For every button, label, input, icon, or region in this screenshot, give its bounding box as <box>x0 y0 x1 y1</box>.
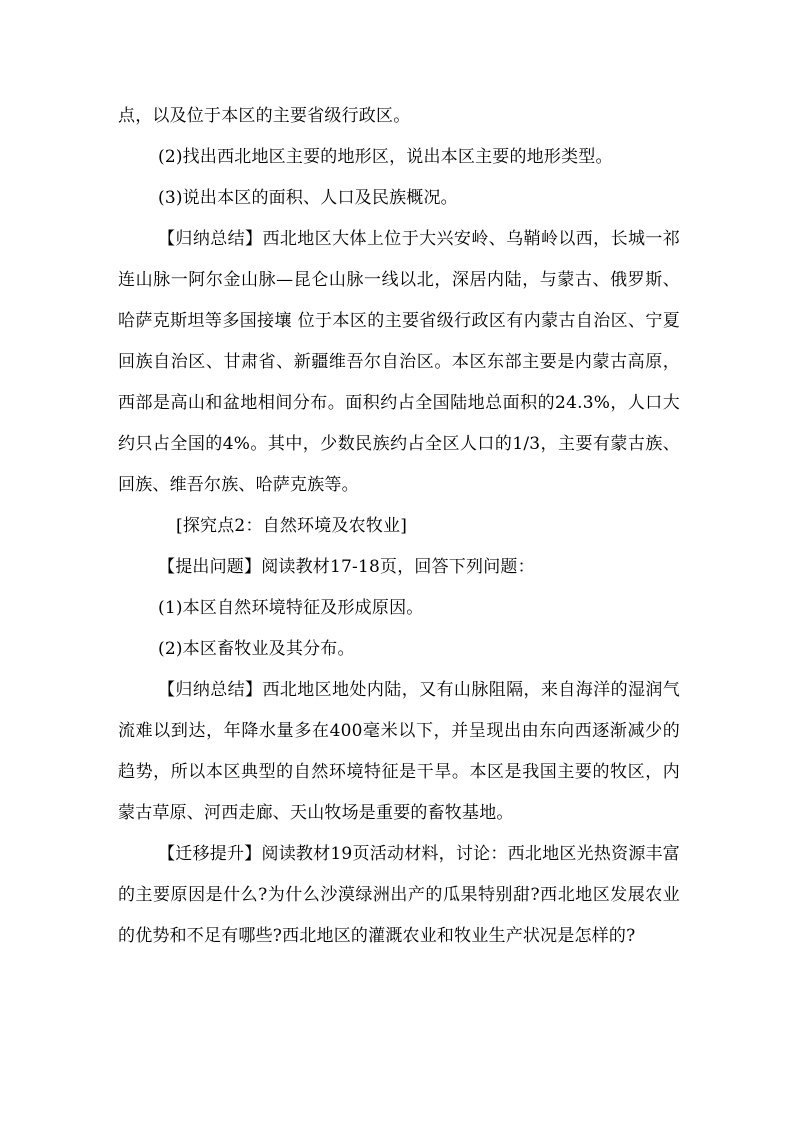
question-item-3 <box>118 178 680 219</box>
paragraph-text: (3)说出本区的面积、人口及民族概况。 <box>158 188 458 208</box>
document-body <box>118 96 680 957</box>
paragraph-text: 西北地区大体上位于大兴安岭、乌鞘岭以西，长城一祁连山脉一阿尔金山脉—昆仑山脉一线以北，深居内陆，与蒙古、俄罗斯、哈萨克斯坦等多国接壤 位于本区的主要省级行政区有内蒙古自治区、宁夏回族自治区、甘肃省、新疆维吾尔自治区。本区东部主要是内蒙古高原，西部是高山和盆地相间分布。面积约占全国陆地总面积的24.3%，人口大约只占全国的4%。其中，少数民族约占全区人口的1/3，主要有蒙古族、回族、维吾尔族、哈萨克族等。 <box>118 229 680 495</box>
paragraph-continuation <box>118 96 680 137</box>
paragraph-text: 点，以及位于本区的主要省级行政区。 <box>118 106 411 126</box>
paragraph-text: (1)本区自然环境特征及形成原因。 <box>158 598 424 618</box>
paragraph-text: (2)本区畜牧业及其分布。 <box>158 639 355 659</box>
section-label: 【归纳总结】 <box>158 229 263 249</box>
paragraph-text: 阅读教材19页活动材料，讨论：西北地区光热资源丰富的主要原因是什么?为什么沙漠绿洲出产的瓜果特别甜?西北地区发展农业的优势和不足有哪些?西北地区的灌溉农业和牧业生产状况是怎样的? <box>118 844 681 946</box>
paragraph-text: 阅读教材17-18页，回答下列问题： <box>261 557 535 577</box>
question-item-1 <box>118 588 680 629</box>
section-label: 【迁移提升】 <box>158 844 262 864</box>
paragraph-text: (2)找出西北地区主要的地形区，说出本区主要的地形类型。 <box>158 147 613 167</box>
section-label: 【提出问题】 <box>158 557 262 577</box>
question-item-2 <box>118 137 680 178</box>
paragraph-text: [探究点2：自然环境及农牧业] <box>176 516 408 536</box>
summary-paragraph-1 <box>118 219 680 506</box>
paragraph-text: 西北地区地处内陆，又有山脉阻隔，来自海洋的湿润气流难以到达，年降水量多在400毫米以下，并呈现出由东向西逐渐减少的趋势，所以本区典型的自然环境特征是干旱。本区是我国主要的牧区，内蒙古草原、河西走廊、天山牧场是重要的畜牧基地。 <box>118 680 680 823</box>
explore-point-heading <box>118 506 680 547</box>
question-item-2b <box>118 629 680 670</box>
transfer-paragraph <box>118 834 680 957</box>
section-label: 【归纳总结】 <box>158 680 263 700</box>
question-paragraph <box>118 547 680 588</box>
summary-paragraph-2 <box>118 670 680 834</box>
